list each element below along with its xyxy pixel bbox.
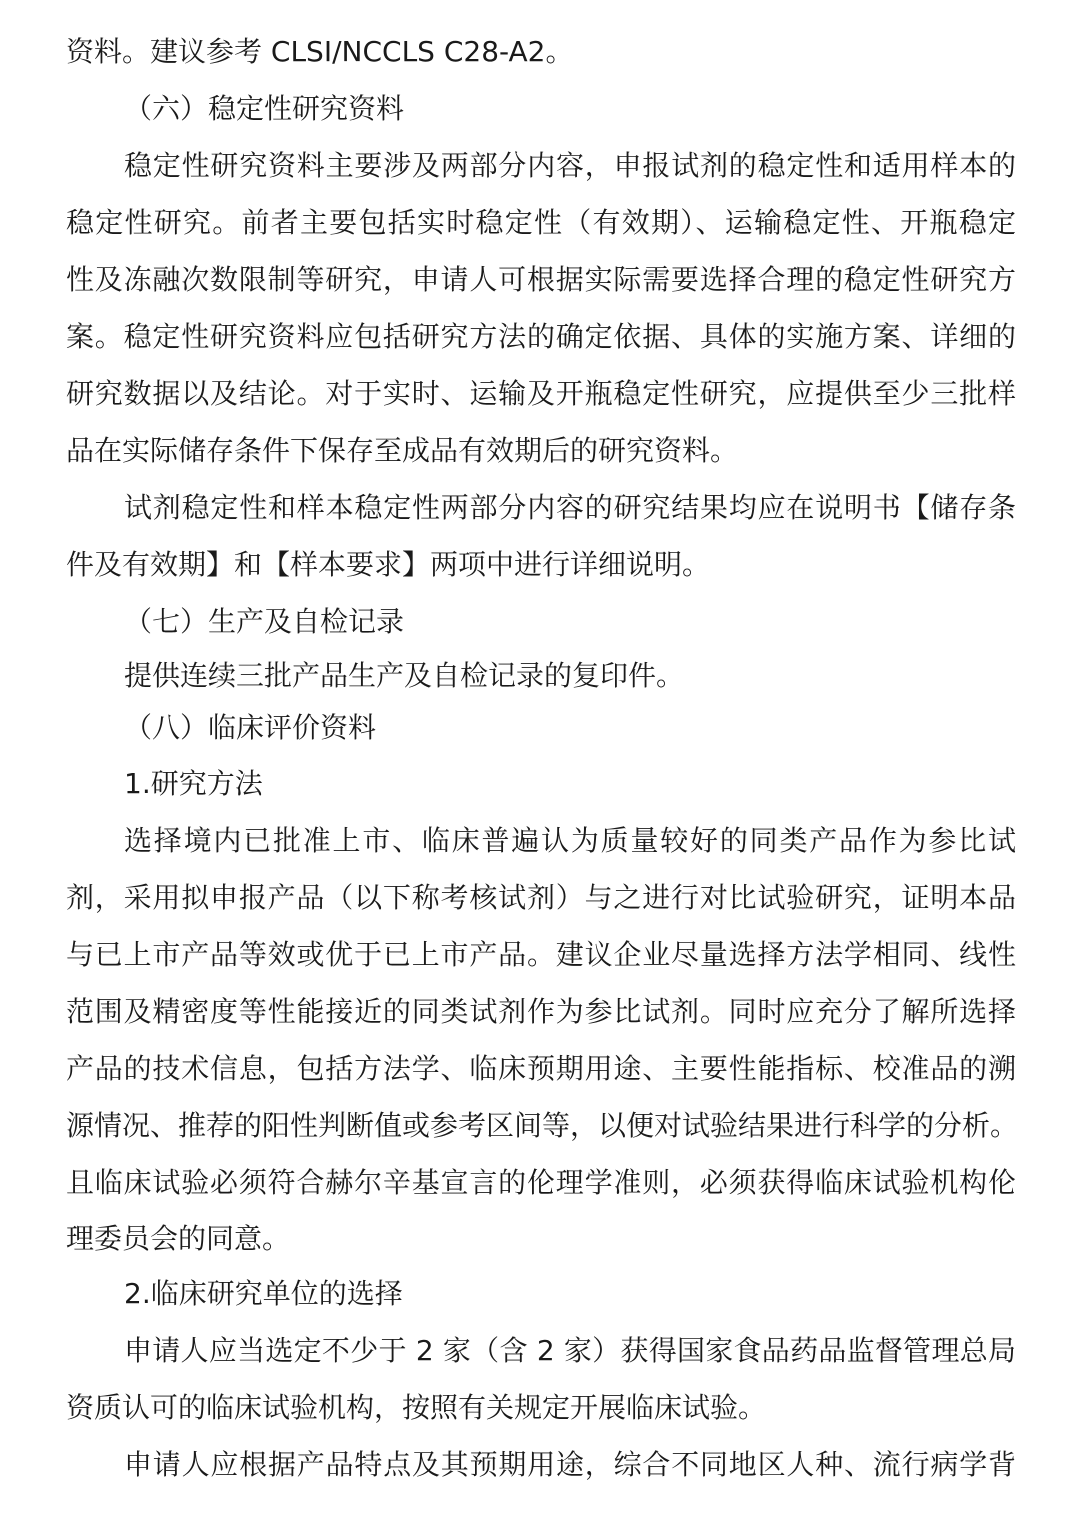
text-line: 申请人应根据产品特点及其预期用途，综合不同地区人种、流行病学背: [124, 1448, 1016, 1481]
text-line: 稳定性研究资料主要涉及两部分内容，申报试剂的稳定性和适用样本的: [124, 149, 1016, 182]
text-line: 范围及精密度等性能接近的同类试剂作为参比试剂。同时应充分了解所选择: [66, 995, 1016, 1028]
text-line: 产品的技术信息，包括方法学、临床预期用途、主要性能指标、校准品的溯: [66, 1052, 1016, 1085]
text-line: 件及有效期】和【样本要求】两项中进行详细说明。: [66, 548, 711, 581]
text-line: 研究数据以及结论。对于实时、运输及开瓶稳定性研究，应提供至少三批样: [66, 377, 1016, 410]
section-heading: （七）生产及自检记录: [124, 605, 405, 638]
subsection-heading: 2.临床研究单位的选择: [124, 1277, 403, 1310]
text-line: 稳定性研究。前者主要包括实时稳定性（有效期）、运输稳定性、开瓶稳定: [66, 206, 1016, 239]
section-heading: （六）稳定性研究资料: [124, 92, 405, 125]
subsection-heading: 1.研究方法: [124, 767, 263, 800]
text-line: 品在实际储存条件下保存至成品有效期后的研究资料。: [66, 434, 739, 467]
text-line: 资质认可的临床试验机构，按照有关规定开展临床试验。: [66, 1391, 767, 1424]
section-heading: （八）临床评价资料: [124, 711, 377, 744]
text-line: 理委员会的同意。: [66, 1222, 291, 1255]
text-line: 且临床试验必须符合赫尔辛基宣言的伦理学准则，必须获得临床试验机构伦: [66, 1166, 1016, 1199]
text-line: 性及冻融次数限制等研究，申请人可根据实际需要选择合理的稳定性研究方: [66, 263, 1016, 296]
text-line: 资料。建议参考 CLSI/NCCLS C28-A2。: [66, 35, 574, 68]
text-line: 申请人应当选定不少于 2 家（含 2 家）获得国家食品药品监督管理总局: [124, 1334, 1016, 1367]
text-line: 剂，采用拟申报产品（以下称考核试剂）与之进行对比试验研究，证明本品: [66, 881, 1016, 914]
text-line: 试剂稳定性和样本稳定性两部分内容的研究结果均应在说明书【储存条: [124, 491, 1016, 524]
text-line: 提供连续三批产品生产及自检记录的复印件。: [124, 659, 685, 692]
text-line: 案。稳定性研究资料应包括研究方法的确定依据、具体的实施方案、详细的: [66, 320, 1016, 353]
text-line: 与已上市产品等效或优于已上市产品。建议企业尽量选择方法学相同、线性: [66, 938, 1016, 971]
text-line: 源情况、推荐的阳性判断值或参考区间等，以便对试验结果进行科学的分析。: [66, 1109, 1019, 1142]
text-line: 选择境内已批准上市、临床普遍认为质量较好的同类产品作为参比试: [124, 824, 1016, 857]
